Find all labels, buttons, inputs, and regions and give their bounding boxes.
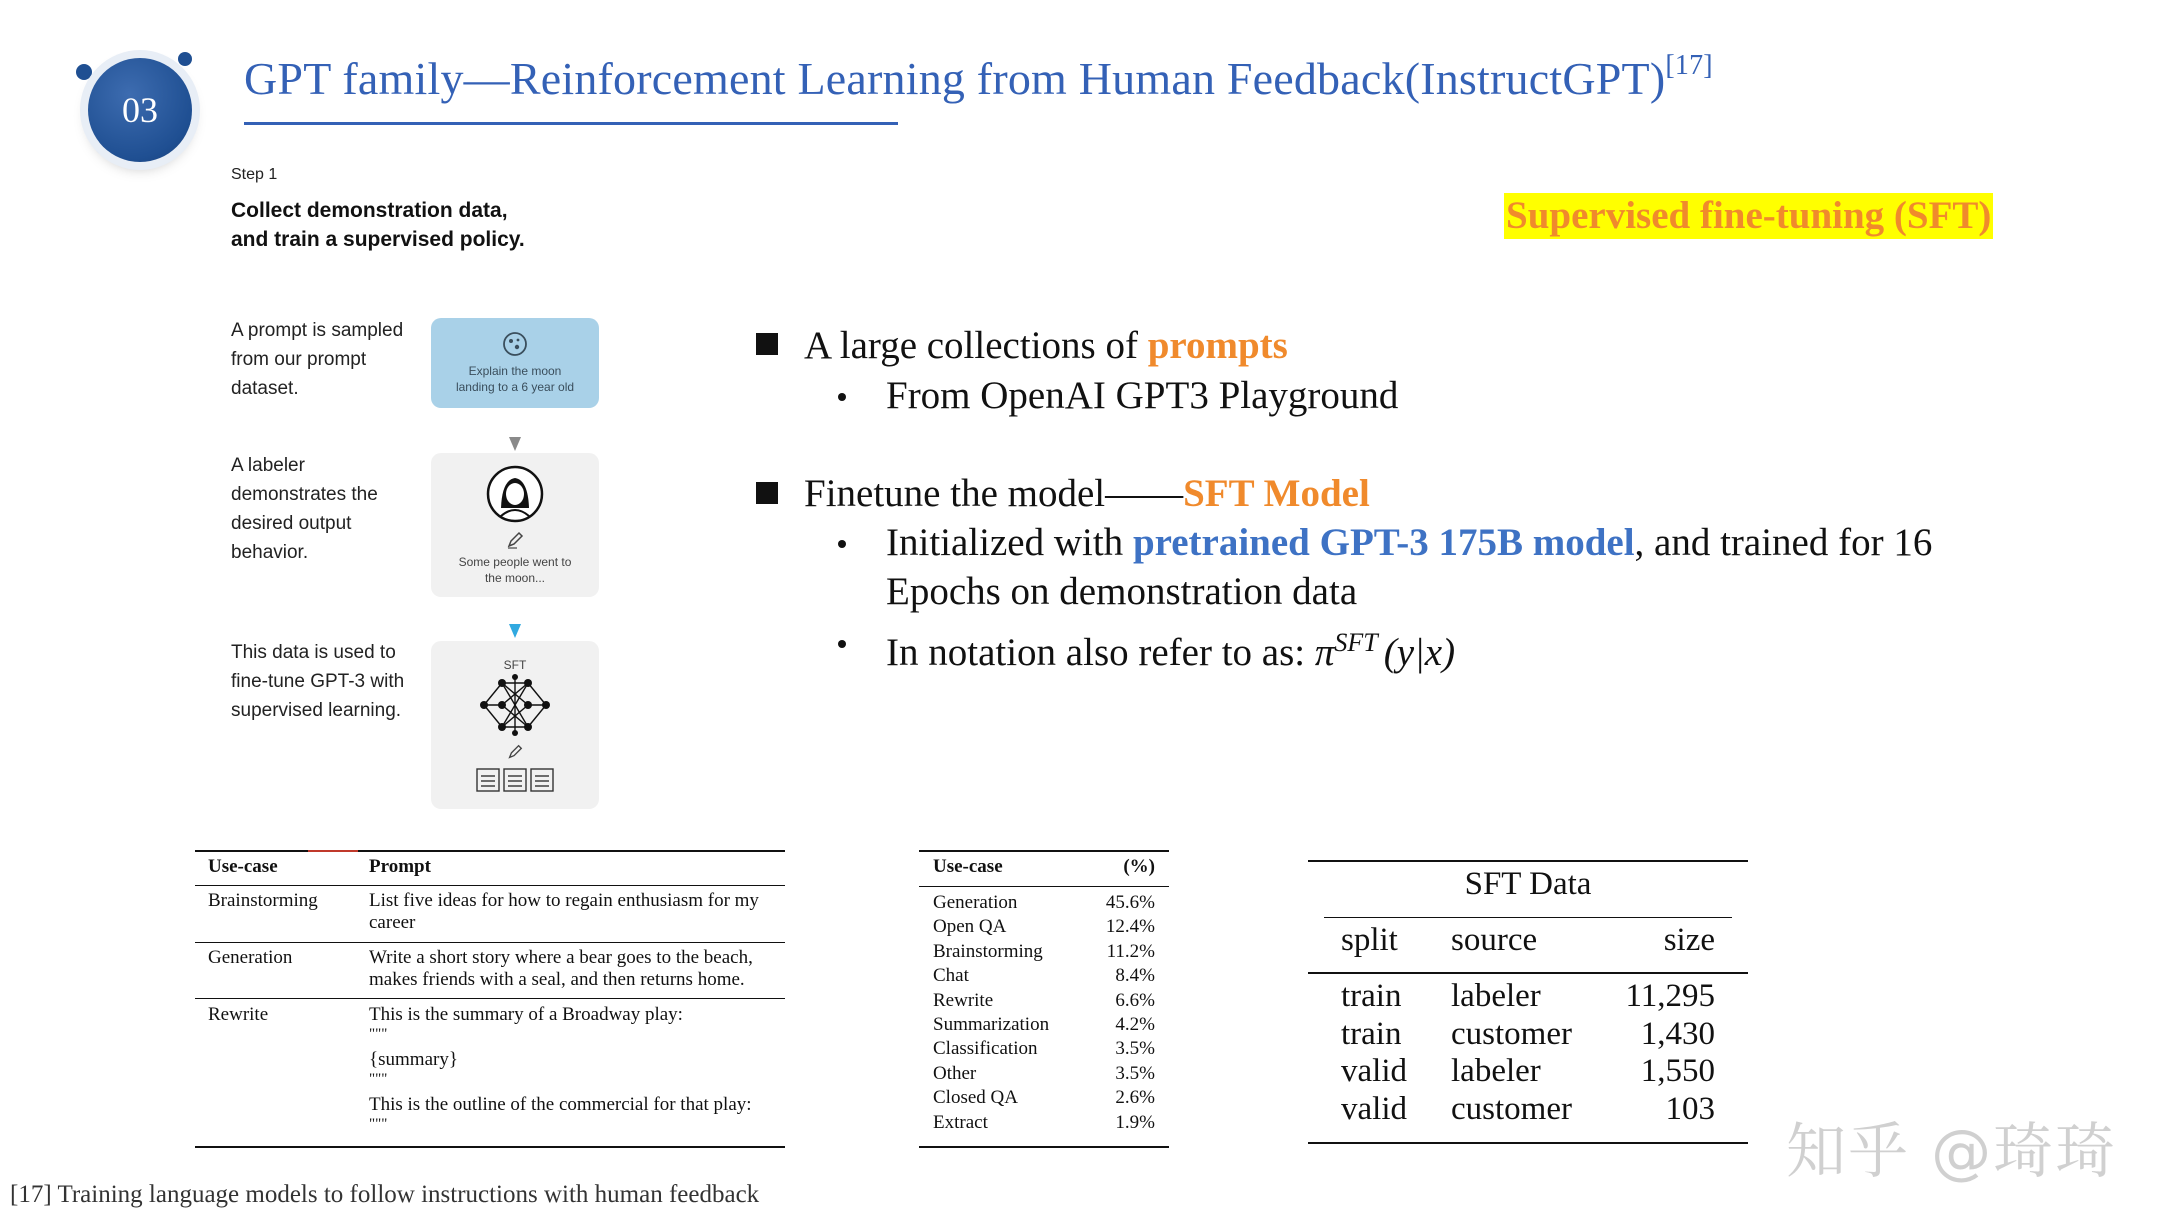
table-cell-percent: 11.2% [1106,940,1155,962]
table-rule [1308,972,1748,974]
table-cell-split: train [1341,1015,1402,1052]
table-rule [1324,917,1732,918]
table-cell-prompt: Write a short story where a bear goes to the beach, [369,947,753,968]
table-cell-usecase: Closed QA [933,1087,1018,1109]
step-label: Step 1 [231,166,278,183]
table-cell-percent: 1.9% [1115,1111,1155,1133]
sub-bullet-playground: From OpenAI GPT3 Playground [886,374,1399,417]
demonstration-card-text: Some people went to the moon... [458,555,572,585]
table-cell-usecase: Open QA [933,916,1007,938]
table-cell-source: customer [1451,1090,1572,1127]
table-cell-prompt: """ [369,1116,388,1132]
table-cell-prompt: This is the outline of the commercial for that play: [369,1094,752,1115]
emphasis-prompts: prompts [1147,324,1288,367]
step-heading-line1: Collect demonstration data, [231,199,508,222]
section-badge [60,30,220,190]
usecase-distribution-table [919,850,1169,1150]
sft-card-label: SFT [503,658,527,672]
table-cell-usecase: Generation [208,947,293,968]
notation-pi: π [1314,631,1335,674]
bullet-text: Initialized with [886,521,1133,564]
bullet-text: Finetune the model—— [804,472,1184,515]
bullet-text: , and trained for 16 [1634,521,1933,564]
bullet-text: In notation also refer to as: [886,631,1315,674]
sft-table-title: SFT Data [1464,866,1592,902]
table-cell-percent: 4.2% [1115,1014,1155,1035]
watermark: 知乎 @琦琦 [1786,1117,2118,1187]
bullet-square-icon [756,333,778,355]
table-cell-percent: 45.6% [1105,892,1155,913]
demonstration-card [431,453,599,597]
bullet-dot-icon [838,540,846,548]
prompt-card-text: Explain the moon landing to a 6 year old [455,364,575,394]
section-number: 03 [88,58,192,162]
sub-bullet-initialized [886,519,1932,567]
table-cell-split: valid [1341,1090,1407,1127]
sub-bullet-initialized-line2: Epochs on demonstration data [886,570,1358,613]
table-rule [195,998,785,999]
neural-network-icon [478,673,552,737]
table-cell-usecase: Classification [933,1038,1038,1060]
emphasis-gpt3-model: pretrained GPT-3 175B model [1132,521,1635,564]
table-rule [919,886,1169,887]
moon-icon [502,331,528,357]
table-cell-usecase: Brainstorming [208,890,318,911]
table-cell-usecase: Rewrite [208,1004,269,1025]
table-cell-split: valid [1341,1053,1407,1089]
table-header: source [1451,922,1538,958]
bullet-dot-icon [838,640,846,648]
table-cell-size: 103 [1665,1090,1715,1127]
table-rule [919,1146,1169,1148]
title-underline [244,122,898,125]
prompt-examples-table [195,850,785,1150]
documents-icon [475,767,555,793]
table-cell-prompt: makes friends with a seal, and then returns home. [369,969,745,990]
badge-dot [178,52,192,66]
sft-highlight-label: Supervised fine-tuning (SFT) [1506,194,1992,237]
table-cell-usecase: Rewrite [933,989,994,1011]
table-cell-prompt: {summary} [369,1049,458,1070]
table-header: (%) [1123,856,1155,877]
table-cell-size: 11,295 [1625,978,1715,1014]
prompt-card [431,318,599,408]
bullet-finetune [804,470,1370,518]
sft-data-table [1308,860,1748,1146]
labeler-avatar-icon [485,464,545,524]
table-rule [1308,860,1748,862]
step-item-desc-3: This data is used to fine-tune GPT-3 with supervised learning. [231,642,405,721]
table-cell-usecase: Generation [933,892,1018,913]
table-cell-split: train [1341,978,1402,1014]
table-cell-prompt: List five ideas for how to regain enthusiasm for my [369,890,759,911]
table-cell-size: 1,430 [1640,1015,1715,1052]
table-cell-prompt: """ [369,1026,388,1042]
pencil-icon [505,530,525,550]
page-title [244,49,1713,105]
table-cell-source: labeler [1451,978,1541,1014]
bullet-square-icon [756,482,778,504]
table-cell-percent: 8.4% [1115,965,1155,987]
table-rule [919,850,1169,852]
table-cell-usecase: Summarization [933,1014,1050,1035]
sub-bullet-notation [886,619,1455,677]
table-rule [195,1146,785,1148]
table-cell-percent: 2.6% [1115,1087,1155,1109]
badge-dot [76,64,92,80]
table-cell-percent: 6.6% [1115,989,1155,1011]
title-text: GPT family—Reinforcement Learning from Human Feedback(InstructGPT) [244,53,1666,104]
step-heading [231,196,591,254]
table-cell-usecase: Extract [933,1111,988,1133]
sft-model-card [431,641,599,809]
step-item-desc-1: A prompt is sampled from our prompt dataset. [231,320,404,399]
pencil-icon [506,743,524,761]
table-cell-percent: 3.5% [1115,1038,1155,1060]
table-rule [195,885,785,886]
notation-arguments: (y|x) [1383,631,1456,674]
table-cell-source: customer [1451,1015,1572,1052]
table-cell-source: labeler [1451,1053,1541,1089]
bullet-dot-icon [838,393,846,401]
table-cell-prompt: """ [369,1071,388,1087]
emphasis-sft-model: SFT Model [1183,472,1370,515]
table-header: split [1341,922,1398,958]
table-header: Prompt [369,856,431,877]
table-cell-usecase: Chat [933,965,969,987]
table-rule [195,942,785,943]
table-rule-accent [308,850,358,852]
table-cell-percent: 12.4% [1105,916,1155,938]
bullet-text: A large collections of [804,324,1148,367]
notation-superscript: SFT [1334,628,1378,657]
table-cell-usecase: Brainstorming [933,940,1043,962]
table-header: Use-case [208,856,278,877]
flow-arrow [509,624,521,638]
step-item-desc-2: A labeler demonstrates the desired output behavior. [231,455,378,563]
bullet-prompts [804,322,1288,370]
table-cell-percent: 3.5% [1115,1062,1155,1084]
table-header: size [1663,922,1715,958]
table-cell-prompt: This is the summary of a Broadway play: [369,1004,683,1025]
title-reference: [17] [1665,49,1713,81]
table-cell-prompt: career [369,912,416,933]
table-header: Use-case [933,856,1003,877]
footnote: [17] Training language models to follow instructions with human feedback [10,1181,760,1208]
step-heading-line2: and train a supervised policy. [231,228,525,251]
table-cell-usecase: Other [933,1062,977,1084]
table-rule [1308,1142,1748,1144]
flow-arrow [509,437,521,451]
table-rule [195,850,785,852]
table-cell-size: 1,550 [1640,1053,1715,1089]
